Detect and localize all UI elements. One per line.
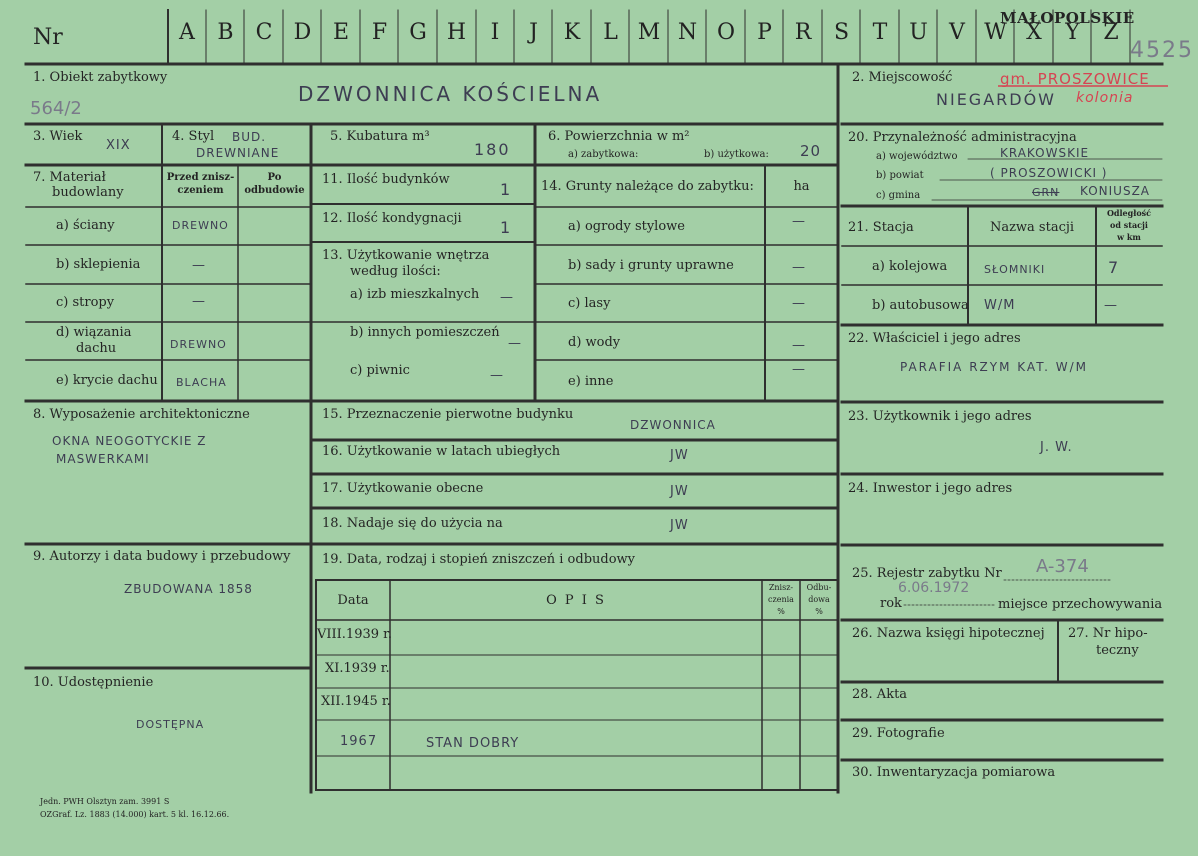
field-7-col-after: Po: [267, 172, 282, 183]
field-21-bus: b) autobusowa: [872, 298, 969, 313]
field-16-label: 16. Użytkowanie w latach ubiegłych: [322, 444, 561, 459]
field-20-c-value: KONIUSZA: [1080, 184, 1151, 198]
field-5-value: 180: [474, 140, 511, 159]
field-25-year: 6.06.1972: [898, 580, 970, 596]
field-3-label: 3. Wiek: [33, 129, 83, 144]
index-letter: V: [949, 20, 965, 45]
field-14-row-waters: d) wody: [568, 335, 621, 350]
index-letter: W: [984, 20, 1007, 45]
field-8-label: 8. Wyposażenie architektoniczne: [33, 407, 250, 422]
field-12-label: 12. Ilość kondygnacji: [322, 211, 462, 226]
field-13-a: a) izb mieszkalnych: [350, 287, 480, 302]
region-label: MAŁOPOLSKIE: [1000, 9, 1135, 27]
field-13-a-value: —: [500, 290, 514, 305]
index-letter: Z: [1103, 20, 1119, 45]
field-27-label-2: teczny: [1096, 643, 1139, 658]
field-15-value: DZWONNICA: [630, 418, 716, 432]
field-20-c-struck: GRN: [1032, 186, 1060, 199]
field-24-label: 24. Inwestor i jego adres: [848, 481, 1013, 496]
index-letter: N: [677, 20, 698, 45]
field-29-label: 29. Fotografie: [852, 726, 945, 741]
field-20-b-value: ( PROSZOWICKI ): [990, 166, 1108, 180]
field-7-roofing-value: BLACHA: [176, 376, 227, 389]
field-7-ceilings-value: —: [192, 294, 206, 309]
field-28-label: 28. Akta: [852, 687, 908, 702]
index-letter: H: [446, 20, 467, 45]
field-14-row-gardens: a) ogrody stylowe: [568, 219, 685, 234]
field-11-value: 1: [500, 180, 513, 199]
index-letter: U: [909, 20, 928, 45]
field-19-col-damage-2: czenia: [768, 595, 794, 604]
field-7-row-vaults: b) sklepienia: [56, 257, 141, 272]
field-21-col-distance-3: w km: [1117, 232, 1141, 242]
field-21-col-distance-2: od stacji: [1110, 220, 1148, 230]
index-letter: L: [603, 20, 618, 45]
field-13-b-value: —: [508, 336, 522, 351]
field-15-label: 15. Przeznaczenie pierwotne budynku: [322, 407, 574, 422]
field-25-year-label: rok: [880, 596, 902, 611]
field-7-col-before-2: czeniem: [177, 185, 224, 196]
field-21-rail: a) kolejowa: [872, 259, 948, 274]
index-letter: K: [563, 20, 581, 45]
index-letter: F: [371, 20, 388, 45]
field-7-col-after-2: odbudowie: [244, 185, 305, 196]
field-21-col-name: Nazwa stacji: [989, 220, 1075, 235]
field-19-row-opis: STAN DOBRY: [426, 736, 520, 751]
field-14-waters-value: —: [792, 338, 806, 353]
field-25-number: A-374: [1036, 556, 1089, 577]
index-letter: A: [179, 20, 195, 45]
index-letter: J: [529, 20, 538, 45]
index-letter: T: [872, 20, 888, 45]
field-7-vaults-value: —: [192, 258, 206, 273]
pencil-reference: 564/2: [30, 98, 82, 119]
index-letter: P: [757, 20, 772, 45]
nr-label: Nr: [33, 25, 63, 50]
index-letter: R: [794, 20, 812, 45]
field-13-label-2: według ilości:: [350, 264, 441, 279]
field-19-col-rebuild: Odbu-: [806, 583, 832, 592]
field-7-row-roofing: e) krycie dachu: [56, 373, 158, 388]
field-7-walls-value: DREWNO: [172, 219, 229, 232]
field-1-label: 1. Obiekt zabytkowy: [33, 70, 168, 85]
field-19-row-date: 1967: [340, 734, 378, 749]
field-22-label: 22. Właściciel i jego adres: [848, 331, 1021, 346]
field-14-label: 14. Grunty należące do zabytku:: [541, 179, 754, 194]
field-3-value: XIX: [106, 138, 131, 153]
index-letter: O: [716, 20, 736, 45]
field-7-label: 7. Materiał: [33, 170, 106, 185]
index-letter: G: [409, 20, 427, 45]
field-7-label-2: budowlany: [52, 185, 124, 200]
field-6-sub-b: b) użytkowa:: [704, 149, 769, 160]
field-21-rail-distance: 7: [1108, 258, 1121, 277]
field-20-a-value: KRAKOWSKIE: [1000, 146, 1090, 160]
index-letter: M: [637, 20, 661, 45]
index-letter: C: [255, 20, 273, 45]
field-20-a: a) województwo: [876, 151, 958, 162]
field-18-value: JW: [670, 518, 689, 533]
field-25-label: 25. Rejestr zabytku Nr: [852, 566, 1002, 581]
index-letter: B: [217, 20, 234, 45]
field-13-label: 13. Użytkowanie wnętrza: [322, 248, 490, 263]
field-9-label: 9. Autorzy i data budowy i przebudowy: [33, 549, 291, 564]
field-22-value: PARAFIA RZYM KAT. W/M: [900, 360, 1088, 374]
field-19-row-date: XI.1939 r.: [325, 661, 390, 676]
field-7-col-before: Przed znisz-: [166, 172, 235, 183]
field-8-value-line-2: MASWERKAMI: [56, 452, 150, 466]
field-10-value: DOSTĘPNA: [136, 718, 205, 731]
field-4-value-2: DREWNIANE: [196, 146, 280, 160]
field-23-label: 23. Użytkownik i jego adres: [848, 409, 1032, 424]
field-8-value-line-1: OKNA NEOGOTYCKIE Z: [52, 434, 207, 448]
field-14-forests-value: —: [792, 296, 806, 311]
index-letter: Y: [1065, 20, 1080, 45]
field-14-unit: ha: [793, 179, 810, 194]
field-7-row-walls: a) ściany: [56, 218, 115, 233]
field-21-label: 21. Stacja: [848, 220, 914, 235]
field-20-b: b) powiat: [876, 170, 924, 181]
field-7-row-roof-truss-2: dachu: [76, 341, 117, 356]
field-9-value: ZBUDOWANA 1858: [124, 582, 253, 596]
field-6-label: 6. Powierzchnia w m²: [548, 129, 690, 144]
field-7-row-ceilings: c) stropy: [56, 295, 115, 310]
field-20-label: 20. Przynależność administracyjna: [848, 130, 1077, 145]
field-21-bus-name: W/M: [984, 298, 1016, 313]
field-10-label: 10. Udostępnienie: [33, 675, 154, 690]
field-19-col-date: Data: [337, 593, 369, 608]
field-4-label: 4. Styl: [172, 129, 215, 144]
print-info-line-2: OZGraf. Lz. 1883 (14.000) kart. 5 kl. 16.12.66.: [40, 810, 230, 819]
field-23-value: J. W.: [1040, 440, 1073, 455]
index-letter: X: [1026, 20, 1042, 45]
field-20-c: c) gmina: [876, 190, 921, 201]
field-21-bus-distance: —: [1104, 298, 1118, 313]
field-14-row-forests: c) lasy: [568, 296, 611, 311]
field-26-label: 26. Nazwa księgi hipotecznej: [852, 626, 1045, 641]
field-5-label: 5. Kubatura m³: [330, 129, 430, 144]
index-letter: D: [293, 20, 312, 45]
field-17-label: 17. Użytkowanie obecne: [322, 481, 484, 496]
field-18-label: 18. Nadaje się do użycia na: [322, 516, 503, 531]
field-19-row-date: VIII.1939 r.: [317, 627, 393, 642]
field-27-label: 27. Nr hipo-: [1068, 626, 1148, 641]
field-17-value: JW: [670, 484, 689, 499]
field-19-col-damage-pct: %: [777, 607, 785, 616]
field-21-col-distance: Odległość: [1106, 208, 1152, 218]
index-letter: I: [490, 20, 500, 45]
field-13-b: b) innych pomieszczeń: [350, 325, 500, 340]
field-11-label: 11. Ilość budynków: [322, 172, 450, 187]
field-14-row-orchards: b) sady i grunty uprawne: [568, 258, 734, 273]
field-14-orchards-value: —: [792, 260, 806, 275]
field-19-col-opis: O P I S: [546, 593, 606, 608]
field-7-row-roof-truss: d) wiązania: [56, 325, 132, 340]
field-13-c: c) piwnic: [350, 363, 410, 378]
field-19-col-damage: Znisz-: [768, 583, 794, 592]
field-19-label: 19. Data, rodzaj i stopień zniszczeń i odbudowy: [322, 552, 636, 567]
pencil-card-number: 4525: [1130, 38, 1194, 63]
field-2-value-2: kolonia: [1076, 90, 1134, 106]
field-14-row-other: e) inne: [568, 374, 614, 389]
field-2-value: NIEGARDÓW: [936, 90, 1056, 109]
field-12-value: 1: [500, 218, 513, 237]
field-4-value: BUD.: [232, 130, 267, 144]
field-14-other-value: —: [792, 362, 806, 377]
field-2-label: 2. Miejscowość: [852, 70, 953, 85]
field-19-row-date: XII.1945 r.: [321, 694, 391, 709]
field-19-col-rebuild-2: dowa: [808, 595, 830, 604]
print-info-line-1: Jedn. PWH Olsztyn zam. 3991 S: [40, 797, 170, 806]
field-13-c-value: —: [490, 368, 504, 383]
index-letter: E: [332, 20, 350, 45]
field-1-value: DZWONNICA KOŚCIELNA: [298, 82, 603, 106]
field-25-storage: miejsce przechowywania: [998, 597, 1163, 612]
field-30-label: 30. Inwentaryzacja pomiarowa: [852, 765, 1056, 780]
field-2-red-commune: gm. PROSZOWICE: [1000, 70, 1150, 88]
field-21-rail-name: SŁOMNIKI: [984, 263, 1046, 276]
field-19-col-rebuild-pct: %: [815, 607, 823, 616]
index-letter: S: [833, 20, 850, 45]
field-6-value-b: 20: [800, 142, 822, 160]
field-14-gardens-value: —: [792, 214, 806, 229]
field-6-sub-a: a) zabytkowa:: [568, 149, 639, 160]
field-7-roof-truss-value: DREWNO: [170, 338, 227, 351]
field-16-value: JW: [670, 448, 689, 463]
